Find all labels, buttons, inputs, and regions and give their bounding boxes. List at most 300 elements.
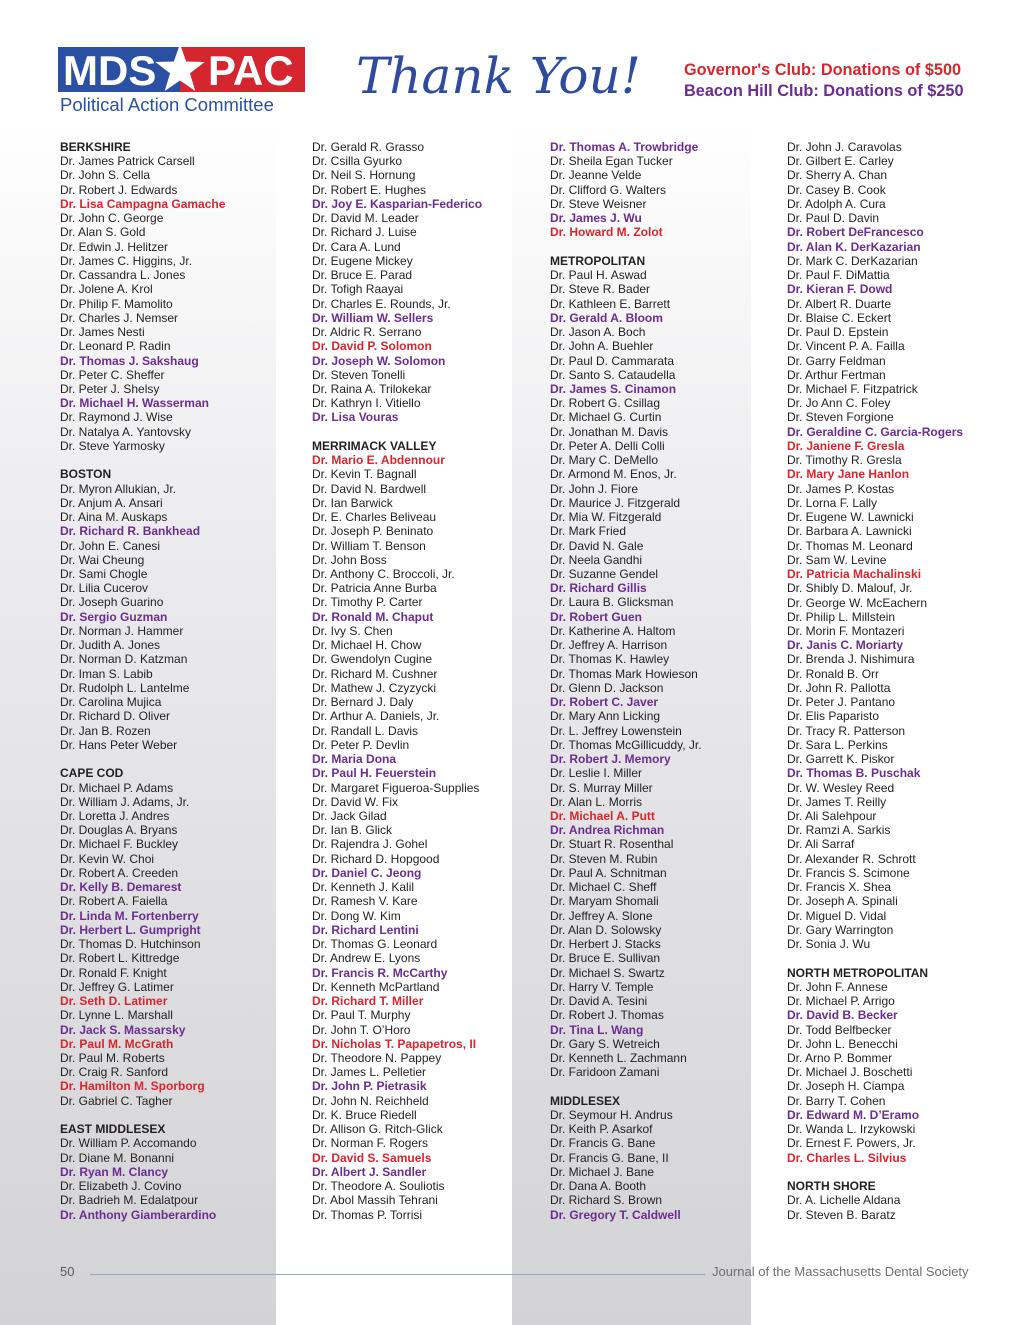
donor-name: Dr. Michael C. Sheff [550, 880, 657, 895]
donor-name: Dr. Robert E. Hughes [312, 182, 427, 197]
governors-club-donor-name: Dr. Michael A. Putt [550, 809, 655, 823]
donor-name: Dr. Alexander R. Schrott [787, 851, 916, 866]
region-heading: NORTH SHORE [787, 1179, 876, 1194]
donor-name: Dr. Francis G. Bane, II [550, 1150, 669, 1165]
donor-name: Dr. Ivy S. Chen [312, 623, 393, 638]
donor-name: Dr. Badrieh M. Edalatpour [60, 1193, 199, 1208]
donor-name: Dr. James Patrick Carsell [60, 154, 195, 169]
donor-name: Dr. Alan D. Solowsky [550, 922, 662, 937]
donor-name: Dr. Edwin J. Helitzer [60, 239, 169, 254]
donor-name: Dr. Armond M. Enos, Jr. [550, 467, 677, 482]
beacon-hill-club-donor-name: Dr. John P. Pietrasik [312, 1079, 427, 1094]
donor-name: Dr. Adolph A. Cura [787, 196, 886, 211]
beacon-hill-club-donor-name: Dr. Francis R. McCarthy [312, 965, 448, 980]
donor-name: Dr. Richard D. Oliver [60, 709, 171, 724]
beacon-hill-club-donor-name: Dr. Richard R. Bankhead [60, 524, 201, 539]
governors-club-donor-name: Dr. Paul M. McGrath [60, 1036, 174, 1051]
donor-name: Dr. Thomas Mark Howieson [550, 666, 698, 681]
region-section [312, 439, 482, 1222]
donor-name: Dr. Ali Salehpour [787, 809, 877, 824]
beacon-hill-club-donor-name: Dr. Andrea Richman [550, 823, 665, 838]
donor-name: Dr. John T. O’Horo [312, 1022, 411, 1037]
governors-club-legend: Governor's Club: Donations of $500 [684, 61, 962, 79]
donor-name: Dr. John J. Caravolas [787, 140, 902, 154]
beacon-hill-club-donor-name: Dr. Geraldine C. Garcia-Rogers [787, 424, 964, 439]
donor-name: Dr. Kathryn I. Vitiello [312, 396, 421, 411]
donor-column [787, 140, 963, 1222]
donor-name: Dr. Alan L. Morris [550, 794, 643, 809]
donor-name: Dr. Dong W. Kim [312, 908, 401, 923]
donor-name: Dr. Arthur Fertman [787, 367, 886, 382]
donor-name: Dr. Bernard J. Daly [312, 695, 414, 710]
region-section [550, 140, 702, 240]
beacon-hill-club-donor-name: Dr. Gregory T. Caldwell [550, 1207, 681, 1222]
donor-name: Dr. Lynne L. Marshall [60, 1008, 173, 1023]
region-heading: METROPOLITAN [550, 253, 646, 268]
donor-name: Dr. Thomas P. Torrisi [312, 1207, 423, 1222]
donor-name: Dr. Cassandra L. Jones [60, 268, 186, 283]
donor-name: Dr. Joseph Guarino [60, 595, 164, 610]
donor-name: Dr. Michael F. Buckley [60, 837, 179, 852]
donor-name: Dr. Peter A. Delli Colli [550, 438, 665, 453]
donor-name: Dr. Eugene Mickey [312, 253, 413, 268]
donor-name: Dr. Kevin T. Bagnall [312, 467, 417, 482]
donor-name: Dr. Ronald F. Knight [60, 965, 167, 980]
donor-name: Dr. Jolene A. Krol [60, 282, 153, 297]
donor-name: Dr. John F. Annese [787, 979, 888, 994]
beacon-hill-club-legend: Beacon Hill Club: Donations of $250 [684, 82, 964, 100]
donor-name: Dr. Michael P. Arrigo [787, 994, 895, 1009]
donor-name: Dr. Dana A. Booth [550, 1179, 647, 1194]
donor-name: Dr. Judith A. Jones [60, 638, 161, 653]
donor-name: Dr. John L. Benecchi [787, 1036, 898, 1051]
donor-name: Dr. Carolina Mujica [60, 695, 162, 710]
donor-name: Dr. A. Lichelle Aldana [787, 1193, 901, 1208]
donor-name: Dr. Jan B. Rozen [60, 723, 151, 738]
donor-name: Dr. Laura B. Glicksman [550, 595, 674, 610]
governors-club-donor-name: Dr. Nicholas T. Papapetros, II [312, 1036, 477, 1051]
beacon-hill-club-donor-name: Dr. Albert J. Sandler [312, 1164, 427, 1179]
donor-name: Dr. Mary C. DeMello [550, 453, 659, 468]
donor-name: Dr. James Nesti [60, 325, 145, 340]
donor-name: Dr. Timothy P. Carter [312, 595, 423, 610]
donor-name: Dr. Robert J. Edwards [60, 182, 178, 197]
donor-name: Dr. Maryam Shomali [550, 894, 659, 909]
governors-club-donor-name: Dr. Charles L. Silvius [787, 1150, 907, 1165]
donor-name: Dr. Timothy R. Gresla [787, 453, 902, 468]
donor-name: Dr. Francis S. Scimone [787, 865, 910, 880]
region-section [60, 140, 225, 453]
donor-name: Dr. Barbara A. Lawnicki [787, 524, 912, 539]
donor-name: Dr. Rajendra J. Gohel [312, 837, 428, 852]
donor-name: Dr. Seymour H. Andrus [550, 1107, 673, 1122]
region-heading: MIDDLESEX [550, 1093, 621, 1108]
donor-name: Dr. Ali Sarraf [787, 837, 855, 852]
donor-name: Dr. Jason A. Boch [550, 325, 646, 340]
donor-name: Dr. Michael P. Adams [60, 780, 174, 795]
donor-name: Dr. John C. George [60, 211, 164, 226]
region-heading: BERKSHIRE [60, 140, 131, 154]
governors-club-donor-name: Dr. Patricia Machalinski [787, 567, 922, 582]
donor-column [550, 140, 702, 1222]
donor-name: Dr. Michael J. Boschetti [787, 1065, 913, 1080]
donor-name: Dr. Ronald B. Orr [787, 666, 880, 681]
beacon-hill-club-donor-name: Dr. Ryan M. Clancy [60, 1164, 169, 1179]
donor-name: Dr. Kathleen E. Barrett [550, 296, 671, 311]
beacon-hill-club-donor-name: Dr. Robert Guen [550, 609, 643, 624]
donor-name: Dr. Thomas D. Hutchinson [60, 937, 201, 952]
donor-name: Dr. Jeffrey A. Slone [550, 908, 653, 923]
donor-name: Dr. Wanda L. Irzykowski [787, 1122, 916, 1137]
donor-name: Dr. Shibly D. Malouf, Jr. [787, 581, 913, 596]
donor-name: Dr. Sam W. Levine [787, 552, 887, 567]
journal-title: Journal of the Massachusetts Dental Society [712, 1264, 969, 1279]
donor-name: Dr. Craig R. Sanford [60, 1065, 169, 1080]
governors-club-donor-name: Dr. Seth D. Latimer [60, 994, 168, 1009]
donor-name: Dr. Andrew E. Lyons [312, 951, 421, 966]
donor-name: Dr. James T. Reilly [787, 794, 887, 809]
donor-name: Dr. Eugene W. Lawnicki [787, 510, 914, 525]
beacon-hill-club-donor-name: Dr. Joy E. Kasparian-Federico [312, 196, 483, 211]
beacon-hill-club-donor-name: Dr. Robert DeFrancesco [787, 225, 924, 240]
region-section [787, 966, 963, 1165]
donor-name: Dr. Mathew J. Czyzycki [312, 680, 437, 695]
donor-name: Dr. Joseph A. Spinali [787, 894, 898, 909]
donor-name: Dr. Jeanne Velde [550, 168, 642, 183]
governors-club-donor-name: Dr. David S. Samuels [312, 1150, 432, 1165]
donor-name: Dr. Jeffrey A. Harrison [550, 638, 668, 653]
region-section [60, 766, 225, 1108]
donor-name: Dr. Casey B. Cook [787, 182, 886, 197]
donor-name: Dr. K. Bruce Riedell [312, 1107, 417, 1122]
beacon-hill-club-donor-name: Dr. Thomas J. Sakshaug [60, 353, 199, 368]
region-heading: MERRIMACK VALLEY [312, 438, 437, 453]
beacon-hill-club-donor-name: Dr. Thomas B. Puschak [787, 766, 921, 781]
donor-name: Dr. Steve Yarmosky [60, 438, 165, 453]
donor-name: Dr. Charles J. Nemser [60, 310, 179, 325]
donor-name: Dr. Mary Ann Licking [550, 709, 661, 724]
donor-name: Dr. Peter P. Devlin [312, 737, 410, 752]
donor-name: Dr. Sonia J. Wu [787, 937, 871, 952]
donor-name: Dr. George W. McEachern [787, 595, 928, 610]
donor-column [60, 140, 225, 1222]
page-number: 50 [60, 1264, 75, 1279]
region-section [787, 1179, 963, 1222]
donor-name: Dr. Norman D. Katzman [60, 652, 188, 667]
donor-name: Dr. Peter J. Pantano [787, 695, 896, 710]
region-heading: EAST MIDDLESEX [60, 1122, 166, 1137]
donor-name: Dr. Neil S. Hornung [312, 168, 416, 183]
donor-name: Dr. Glenn D. Jackson [550, 680, 664, 695]
beacon-hill-club-donor-name: Dr. Alan K. DerKazarian [787, 239, 921, 254]
donor-name: Dr. Norman J. Hammer [60, 623, 184, 638]
donor-name: Dr. Steve R. Bader [550, 282, 651, 297]
donor-name: Dr. Harry V. Temple [550, 979, 654, 994]
donor-name: Dr. Wai Cheung [60, 552, 145, 567]
donor-name: Dr. John A. Buehler [550, 339, 654, 354]
region-section [312, 140, 482, 425]
donor-name: Dr. Abol Massih Tehrani [312, 1193, 438, 1208]
donor-name: Dr. Leonard P. Radin [60, 339, 171, 354]
region-section [550, 1094, 702, 1222]
donor-name: Dr. W. Wesley Reed [787, 780, 895, 795]
governors-club-donor-name: Dr. Mary Jane Hanlon [787, 467, 910, 482]
region-heading: BOSTON [60, 467, 112, 482]
donor-name: Dr. Raina A. Trilokekar [312, 381, 432, 396]
donor-name: Dr. Thomas G. Leonard [312, 937, 438, 952]
donor-name: Dr. Todd Belfbecker [787, 1022, 892, 1037]
donor-name: Dr. Albert R. Duarte [787, 296, 892, 311]
donor-name: Dr. Steven Tonelli [312, 367, 406, 382]
donor-name: Dr. Ernest F. Powers, Jr. [787, 1136, 916, 1151]
donor-name: Dr. Sara L. Perkins [787, 737, 888, 752]
donor-name: Dr. Richard D. Hopgood [312, 851, 440, 866]
donor-name: Dr. Gary Warrington [787, 922, 894, 937]
donor-name: Dr. Elizabeth J. Covino [60, 1179, 182, 1194]
donor-name: Dr. Barry T. Cohen [787, 1093, 886, 1108]
donor-name: Dr. Paul M. Roberts [60, 1050, 165, 1065]
donor-name: Dr. Elis Paparisto [787, 709, 880, 724]
governors-club-donor-name: Dr. Howard M. Zolot [550, 225, 663, 240]
donor-name: Dr. Patricia Anne Burba [312, 581, 437, 596]
logo-mds-text: MDS [63, 47, 157, 94]
donor-name: Dr. David M. Leader [312, 211, 419, 226]
beacon-hill-club-donor-name: Dr. Daniel C. Jeong [312, 865, 422, 880]
donor-name: Dr. Thomas M. Leonard [787, 538, 913, 553]
donor-name: Dr. Cara A. Lund [312, 239, 401, 254]
donor-name: Dr. Kenneth L. Zachmann [550, 1050, 687, 1065]
donor-name: Dr. Natalya A. Yantovsky [60, 424, 191, 439]
beacon-hill-club-donor-name: Dr. David B. Becker [787, 1008, 898, 1023]
donor-name: Dr. Paul T. Murphy [312, 1008, 411, 1023]
donor-name: Dr. Allison G. Ritch-Glick [312, 1122, 443, 1137]
donor-name: Dr. Katherine A. Haltom [550, 623, 676, 638]
beacon-hill-club-donor-name: Dr. Kieran F. Dowd [787, 282, 893, 297]
donor-name: Dr. David N. Gale [550, 538, 644, 553]
donor-name: Dr. Michael J. Bane [550, 1164, 655, 1179]
beacon-hill-club-donor-name: Dr. Lisa Vouras [312, 410, 399, 425]
donor-name: Dr. Miguel D. Vidal [787, 908, 887, 923]
region-section [60, 1122, 225, 1222]
donor-name: Dr. Ramesh V. Kare [312, 894, 418, 909]
beacon-hill-club-donor-name: Dr. Robert C. Javer [550, 695, 659, 710]
donor-name: Dr. Garry Feldman [787, 353, 886, 368]
donor-name: Dr. Ian B. Glick [312, 823, 393, 838]
donor-name: Dr. Steven B. Baratz [787, 1207, 896, 1222]
donor-name: Dr. Paul F. DiMattia [787, 268, 890, 283]
donor-name: Dr. Gabriel C. Tagher [60, 1093, 173, 1108]
governors-club-donor-name: Dr. Lisa Campagna Gamache [60, 196, 226, 211]
beacon-hill-club-donor-name: Dr. Sergio Guzman [60, 609, 168, 624]
region-heading: CAPE COD [60, 766, 124, 781]
donor-name: Dr. James L. Pelletier [312, 1065, 427, 1080]
donor-name: Dr. Michael F. Fitzpatrick [787, 381, 918, 396]
beacon-hill-club-donor-name: Dr. Gerald A. Bloom [550, 310, 663, 325]
donor-name: Dr. Steve Weisner [550, 196, 647, 211]
region-section [60, 467, 225, 752]
donor-name: Dr. Morin F. Montazeri [787, 623, 905, 638]
governors-club-donor-name: Dr. Mario E. Abdennour [312, 453, 445, 468]
donor-name: Dr. Sherry A. Chan [787, 168, 888, 183]
beacon-hill-club-donor-name: Dr. Thomas A. Trowbridge [550, 140, 699, 154]
donor-name: Dr. William T. Benson [312, 538, 426, 553]
region-section [787, 140, 963, 951]
donor-name: Dr. Paul A. Schnitman [550, 865, 667, 880]
donor-name: Dr. L. Jeffrey Lowenstein [550, 723, 682, 738]
donor-name: Dr. Joseph H. Ciampa [787, 1079, 905, 1094]
donor-name: Dr. Paul D. Epstein [787, 325, 889, 340]
donor-name: Dr. Norman F. Rogers [312, 1136, 429, 1151]
donor-name: Dr. Lorna F. Lally [787, 495, 878, 510]
donor-name: Dr. Paul D. Davin [787, 211, 880, 226]
beacon-hill-club-donor-name: Dr. Anthony Giamberardino [60, 1207, 217, 1222]
donor-name: Dr. Jo Ann C. Foley [787, 396, 891, 411]
donor-name: Dr. Robert J. Thomas [550, 1008, 664, 1023]
donor-name: Dr. John E. Canesi [60, 538, 161, 553]
donor-name: Dr. Jeffrey G. Latimer [60, 979, 174, 994]
donor-name: Dr. Kenneth J. Kalil [312, 880, 415, 895]
donor-name: Dr. John Boss [312, 552, 387, 567]
donor-name: Dr. Brenda J. Nishimura [787, 652, 915, 667]
donor-name: Dr. Diane M. Bonanni [60, 1150, 175, 1165]
beacon-hill-club-donor-name: Dr. Joseph W. Solomon [312, 353, 446, 368]
donor-name: Dr. S. Murray Miller [550, 780, 653, 795]
beacon-hill-club-donor-name: Dr. Maria Dona [312, 752, 397, 767]
donor-name: Dr. Jack Gilad [312, 809, 387, 823]
logo-subtitle: Political Action Committee [60, 94, 274, 115]
donor-name: Dr. Anjum A. Ansari [60, 495, 163, 510]
donor-name: Dr. Kenneth McPartland [312, 979, 440, 994]
donor-name: Dr. Leslie I. Miller [550, 766, 643, 781]
beacon-hill-club-donor-name: Dr. Janis C. Moriarty [787, 638, 904, 653]
donor-name: Dr. Sami Chogle [60, 567, 148, 582]
donor-name: Dr. Theodore N. Pappey [312, 1050, 442, 1065]
donor-name: Dr. Peter C. Sheffer [60, 367, 165, 382]
donor-name: Dr. Hans Peter Weber [60, 737, 178, 752]
donor-name: Dr. Richard J. Luise [312, 225, 417, 240]
donor-name: Dr. John N. Reichheld [312, 1093, 429, 1108]
donor-name: Dr. Santo S. Cataudella [550, 367, 676, 382]
donor-name: Dr. Tracy R. Patterson [787, 723, 906, 738]
donor-name: Dr. William J. Adams, Jr. [60, 794, 190, 809]
donor-name: Dr. Robert L. Kittredge [60, 951, 180, 966]
donor-name: Dr. Mark C. DerKazarian [787, 253, 918, 268]
donor-name: Dr. Gerald R. Grasso [312, 140, 425, 154]
donor-name: Dr. Robert G. Csillag [550, 396, 661, 411]
beacon-hill-club-donor-name: Dr. Linda M. Fortenberry [60, 908, 199, 923]
donor-name: Dr. David W. Fix [312, 794, 399, 809]
donor-name: Dr. James P. Kostas [787, 481, 895, 496]
donor-name: Dr. Randall L. Davis [312, 723, 419, 738]
beacon-hill-club-donor-name: Dr. Herbert L. Gumpright [60, 922, 201, 937]
donor-name: Dr. Francis G. Bane [550, 1136, 656, 1151]
donor-name: Dr. Philip L. Millstein [787, 609, 896, 624]
donor-name: Dr. Gwendolyn Cugine [312, 652, 433, 667]
donor-name: Dr. Suzanne Gendel [550, 567, 659, 582]
thank-you-title: Thank You! [356, 47, 641, 105]
donor-name: Dr. Raymond J. Wise [60, 410, 173, 425]
donor-name: Dr. Vincent P. A. Failla [787, 339, 905, 354]
donor-name: Dr. Mia W. Fitzgerald [550, 510, 662, 525]
governors-club-donor-name: Dr. Richard T. Miller [312, 994, 424, 1009]
donor-name: Dr. Bruce E. Parad [312, 268, 413, 283]
beacon-hill-club-donor-name: Dr. William W. Sellers [312, 310, 434, 325]
region-section [550, 254, 702, 1080]
donor-name: Dr. Joseph P. Beninato [312, 524, 434, 539]
governors-club-donor-name: Dr. Hamilton M. Sporborg [60, 1079, 205, 1094]
donor-name: Dr. David N. Bardwell [312, 481, 427, 496]
region-heading: NORTH METROPOLITAN [787, 965, 929, 980]
donor-name: Dr. Francis X. Shea [787, 880, 892, 895]
donor-name: Dr. Steven M. Rubin [550, 851, 658, 866]
donor-name: Dr. Theodore A. Souliotis [312, 1179, 445, 1194]
beacon-hill-club-donor-name: Dr. Paul H. Feuerstein [312, 766, 437, 781]
donor-name: Dr. Loretta J. Andres [60, 808, 170, 823]
donor-name: Dr. Charles E. Rounds, Jr. [312, 296, 451, 311]
donor-name: Dr. Michael S. Swartz [550, 965, 665, 980]
donor-name: Dr. Myron Allukian, Jr. [60, 481, 177, 496]
donor-name: Dr. Stuart R. Rosenthal [550, 837, 674, 852]
donor-name: Dr. Anthony C. Broccoli, Jr. [312, 567, 455, 582]
beacon-hill-club-donor-name: Dr. Robert J. Memory [550, 752, 671, 767]
donor-name: Dr. Tofigh Raayai [312, 282, 404, 297]
footer-rule [90, 1274, 705, 1275]
donor-name: Dr. Csilla Gyurko [312, 154, 403, 169]
donor-name: Dr. Sheila Egan Tucker [550, 154, 673, 169]
donor-name: Dr. Garrett K. Piskor [787, 752, 895, 767]
donor-name: Dr. Herbert J. Stacks [550, 937, 661, 952]
donor-name: Dr. Peter J. Shelsy [60, 381, 160, 396]
governors-club-donor-name: Dr. David P. Solomon [312, 339, 432, 354]
donor-name: Dr. Aina M. Auskaps [60, 510, 168, 525]
donor-name: Dr. Thomas McGillicuddy, Jr. [550, 737, 702, 752]
donor-name: Dr. Gilbert E. Carley [787, 154, 894, 169]
beacon-hill-club-donor-name: Dr. Tina L. Wang [550, 1022, 644, 1037]
donor-name: Dr. Robert A. Faiella [60, 894, 168, 909]
beacon-hill-club-donor-name: Dr. Ronald M. Chaput [312, 609, 434, 624]
donor-name: Dr. Robert A. Creeden [60, 865, 179, 880]
donor-column [312, 140, 482, 1222]
donor-name: Dr. Thomas K. Hawley [550, 652, 670, 667]
donor-name: Dr. Margaret Figueroa-Supplies [312, 780, 480, 795]
donor-name: Dr. John S. Cella [60, 168, 151, 183]
donor-name: Dr. Alan S. Gold [60, 225, 146, 240]
donor-name: Dr. Michael G. Curtin [550, 410, 662, 425]
donor-name: Dr. Lilia Cucerov [60, 581, 149, 596]
beacon-hill-club-donor-name: Dr. Edward M. D’Eramo [787, 1107, 920, 1122]
donor-name: Dr. Keith P. Asarkof [550, 1122, 653, 1137]
donor-name: Dr. Neela Gandhi [550, 552, 643, 567]
donor-name: Dr. Richard S. Brown [550, 1193, 663, 1208]
donor-name: Dr. Paul D. Cammarata [550, 353, 675, 368]
donor-name: Dr. Faridoon Zamani [550, 1065, 660, 1080]
donor-name: Dr. James C. Higgins, Jr. [60, 253, 193, 268]
donor-name: Dr. David A. Tesini [550, 994, 648, 1009]
beacon-hill-club-donor-name: Dr. Jack S. Massarsky [60, 1022, 186, 1037]
donor-name: Dr. Iman S. Labib [60, 666, 153, 681]
donor-name: Dr. E. Charles Beliveau [312, 510, 437, 525]
donor-name: Dr. Rudolph L. Lantelme [60, 680, 190, 695]
donor-name: Dr. Clifford G. Walters [550, 182, 667, 197]
donor-name: Dr. Douglas A. Bryans [60, 823, 178, 838]
donor-name: Dr. Richard M. Cushner [312, 666, 438, 681]
donor-name: Dr. Mark Fried [550, 524, 627, 539]
mds-pac-logo [58, 44, 308, 94]
governors-club-donor-name: Dr. Janiene F. Gresla [787, 438, 905, 453]
beacon-hill-club-donor-name: Dr. Kelly B. Demarest [60, 880, 182, 895]
donor-name: Dr. Bruce E. Sullivan [550, 951, 661, 966]
donor-name: Dr. Paul H. Aswad [550, 268, 647, 283]
